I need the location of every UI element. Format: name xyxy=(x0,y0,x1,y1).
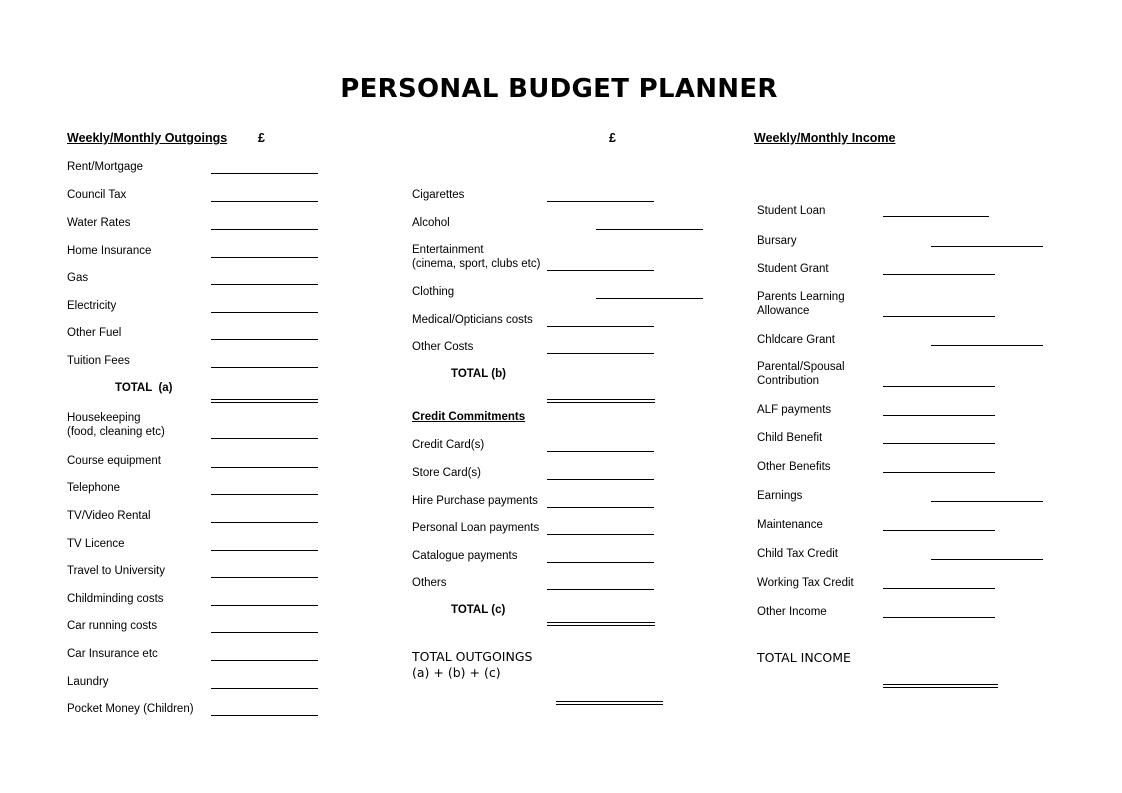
item-label-rent-mortgage: Rent/Mortgage xyxy=(67,161,144,173)
entry-line-housekeeping[interactable] xyxy=(211,438,318,439)
income-header: Weekly/Monthly Income xyxy=(754,131,896,145)
item-label-hire-purchase-payments: Hire Purchase payments xyxy=(412,495,538,507)
entry-line-water-rates[interactable] xyxy=(211,229,318,230)
entry-line-child-tax-credit[interactable] xyxy=(931,559,1043,560)
item-label-medical-opticians-costs: Medical/Opticians costs xyxy=(412,314,533,326)
item-label-others: Others xyxy=(412,577,447,589)
page-title: PERSONAL BUDGET PLANNER xyxy=(340,74,778,104)
item-label-travel-to-university: Travel to University xyxy=(67,565,165,577)
entry-line-tv-video-rental[interactable] xyxy=(211,522,318,523)
entry-line-travel-to-university[interactable] xyxy=(211,577,318,578)
item-label-gas: Gas xyxy=(67,272,89,284)
entry-line-personal-loan-payments[interactable] xyxy=(547,534,654,535)
total-b-line[interactable] xyxy=(547,399,655,403)
item-label-catalogue-payments: Catalogue payments xyxy=(412,550,518,562)
item-label-tuition-fees: Tuition Fees xyxy=(67,355,130,367)
entry-line-alcohol[interactable] xyxy=(596,229,703,230)
entry-line-bursary[interactable] xyxy=(931,246,1043,247)
item-label-other-benefits: Other Benefits xyxy=(757,461,831,473)
item-label-student-grant: Student Grant xyxy=(757,263,829,275)
item-label-electricity: Electricity xyxy=(67,300,117,312)
item-label-telephone: Telephone xyxy=(67,482,121,494)
item-label-child-tax-credit: Child Tax Credit xyxy=(757,548,838,560)
entry-line-council-tax[interactable] xyxy=(211,201,318,202)
entry-line-cigarettes[interactable] xyxy=(547,201,654,202)
entry-line-other-benefits[interactable] xyxy=(883,472,995,473)
total-income-label: TOTAL INCOME xyxy=(757,650,851,665)
entry-line-student-loan[interactable] xyxy=(883,216,989,217)
item-label-car-running-costs: Car running costs xyxy=(67,620,158,632)
item-label-total-c: TOTAL (c) xyxy=(451,604,506,616)
item-label-earnings: Earnings xyxy=(757,490,803,502)
item-label-total-a: TOTAL (a) xyxy=(115,382,173,394)
entry-line-tv-licence[interactable] xyxy=(211,550,318,551)
item-label-other-fuel: Other Fuel xyxy=(67,327,122,339)
entry-line-working-tax-credit[interactable] xyxy=(883,588,995,589)
item-label-bursary: Bursary xyxy=(757,235,797,247)
entry-line-other-income[interactable] xyxy=(883,617,995,618)
entry-line-child-benefit[interactable] xyxy=(883,443,995,444)
entry-line-catalogue-payments[interactable] xyxy=(547,562,654,563)
entry-line-medical-opticians-costs[interactable] xyxy=(547,326,654,327)
entry-line-home-insurance[interactable] xyxy=(211,257,318,258)
item-label-home-insurance: Home Insurance xyxy=(67,245,152,257)
entry-line-maintenance[interactable] xyxy=(883,530,995,531)
entry-line-tuition-fees[interactable] xyxy=(211,367,318,368)
entry-line-gas[interactable] xyxy=(211,284,318,285)
entry-line-electricity[interactable] xyxy=(211,312,318,313)
total-income-line[interactable] xyxy=(883,684,998,688)
entry-line-childminding-costs[interactable] xyxy=(211,605,318,606)
entry-line-parental-spousal[interactable] xyxy=(883,386,995,387)
entry-line-hire-purchase-payments[interactable] xyxy=(547,507,654,508)
item-label-other-income: Other Income xyxy=(757,606,827,618)
total-c-line[interactable] xyxy=(547,622,655,626)
credit-commitments-header: Credit Commitments xyxy=(412,411,526,423)
entry-line-student-grant[interactable] xyxy=(883,274,995,275)
entry-line-car-running-costs[interactable] xyxy=(211,632,318,633)
entry-line-other-fuel[interactable] xyxy=(211,339,318,340)
item-label-store-card-s: Store Card(s) xyxy=(412,467,482,479)
item-label-council-tax: Council Tax xyxy=(67,189,127,201)
item-label-laundry: Laundry xyxy=(67,676,109,688)
entry-line-other-costs[interactable] xyxy=(547,353,654,354)
item-label-tv-licence: TV Licence xyxy=(67,538,125,550)
item-label-car-insurance-etc: Car Insurance etc xyxy=(67,648,158,660)
item-label-water-rates: Water Rates xyxy=(67,217,131,229)
entry-line-credit-card-s[interactable] xyxy=(547,451,654,452)
item-label-parents-learning: Parents Learning Allowance xyxy=(757,291,845,317)
entry-line-laundry[interactable] xyxy=(211,688,318,689)
outgoings-header: Weekly/Monthly Outgoings xyxy=(67,131,228,145)
entry-line-rent-mortgage[interactable] xyxy=(211,173,318,174)
middle-currency: £ xyxy=(609,131,616,145)
item-label-other-costs: Other Costs xyxy=(412,341,474,353)
item-label-pocket-money-children: Pocket Money (Children) xyxy=(67,703,194,715)
entry-line-parents-learning[interactable] xyxy=(883,316,995,317)
total-outgoings-label: TOTAL OUTGOINGS (a) + (b) + (c) xyxy=(412,649,533,680)
entry-line-entertainment[interactable] xyxy=(547,270,654,271)
entry-line-earnings[interactable] xyxy=(931,501,1043,502)
item-label-clothing: Clothing xyxy=(412,286,455,298)
total-outgoings-line[interactable] xyxy=(556,701,663,705)
entry-line-telephone[interactable] xyxy=(211,494,318,495)
item-label-child-benefit: Child Benefit xyxy=(757,432,823,444)
item-label-working-tax-credit: Working Tax Credit xyxy=(757,577,854,589)
item-label-chldcare-grant: Chldcare Grant xyxy=(757,334,835,346)
item-label-alf-payments: ALF payments xyxy=(757,404,832,416)
item-label-tv-video-rental: TV/Video Rental xyxy=(67,510,151,522)
item-label-personal-loan-payments: Personal Loan payments xyxy=(412,522,540,534)
item-label-housekeeping: Housekeeping (food, cleaning etc) xyxy=(67,412,165,438)
entry-line-pocket-money-children[interactable] xyxy=(211,715,318,716)
outgoings-currency: £ xyxy=(258,131,265,145)
item-label-student-loan: Student Loan xyxy=(757,205,826,217)
entry-line-car-insurance-etc[interactable] xyxy=(211,660,318,661)
entry-line-store-card-s[interactable] xyxy=(547,479,654,480)
item-label-total-b: TOTAL (b) xyxy=(451,368,506,380)
entry-line-clothing[interactable] xyxy=(596,298,703,299)
item-label-course-equipment: Course equipment xyxy=(67,455,161,467)
item-label-childminding-costs: Childminding costs xyxy=(67,593,164,605)
item-label-cigarettes: Cigarettes xyxy=(412,189,465,201)
total-a-line[interactable] xyxy=(211,399,318,403)
entry-line-alf-payments[interactable] xyxy=(883,415,995,416)
entry-line-others[interactable] xyxy=(547,589,654,590)
entry-line-chldcare-grant[interactable] xyxy=(931,345,1043,346)
item-label-credit-card-s: Credit Card(s) xyxy=(412,439,485,451)
item-label-maintenance: Maintenance xyxy=(757,519,823,531)
item-label-parental-spousal: Parental/Spousal Contribution xyxy=(757,361,845,387)
item-label-entertainment: Entertainment (cinema, sport, clubs etc) xyxy=(412,244,541,270)
entry-line-course-equipment[interactable] xyxy=(211,467,318,468)
item-label-alcohol: Alcohol xyxy=(412,217,450,229)
